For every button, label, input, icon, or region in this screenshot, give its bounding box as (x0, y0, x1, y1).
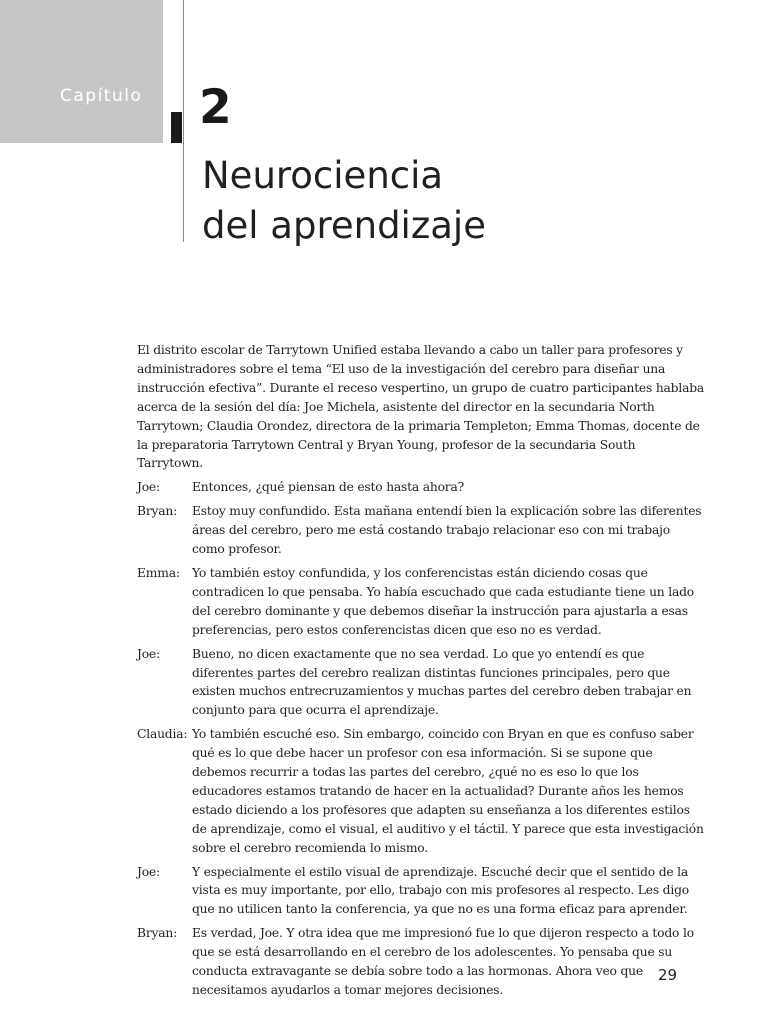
dialogue-entry (137, 863, 705, 920)
dialogue-entry (137, 924, 705, 1000)
dialogue-entry (137, 725, 705, 857)
speaker-name: Joe: (137, 646, 160, 661)
chapter-title-line: del aprendizaje (202, 204, 486, 247)
dialogue-text: Yo también escuché eso. Sin embargo, coincido con Bryan en que es confuso saber qué es lo que debe hacer un profesor con esa información. Si se supone que debemos recurrir a todas las partes del cerebro, ¿qué no es eso lo que los educadores estamos tratando de hacer en la actualidad? Durante años les hemos estado diciendo a los profesores que adapten su enseñanza a los diferentes estilos de aprendizaje, como el visual, el auditivo y el táctil. Y parece que esta investigación sobre el cerebro recomienda lo mismo. (192, 727, 704, 855)
speaker-name: Claudia: (137, 727, 188, 742)
dialogue-entry (137, 502, 705, 559)
speaker-name: Joe: (137, 480, 160, 495)
speaker-name: Joe: (137, 864, 160, 879)
chapter-banner (0, 0, 163, 143)
speaker-name: Bryan: (137, 926, 178, 941)
dialogue-text: Estoy muy confundido. Esta mañana entendí bien la explicación sobre las diferentes áreas del cerebro, pero me está costando trabajo relacionar eso con mi trabajo como profesor. (192, 504, 702, 557)
speaker-name: Emma: (137, 565, 180, 580)
dialogue-text: Es verdad, Joe. Y otra idea que me impresionó fue lo que dijeron respecto a todo lo que se está desarrollando en el cerebro de los adolescentes. Yo pensaba que su conducta extravagante se debía sobre todo a las hormonas. Ahora veo que necesitamos ayudarlos a tomar mejores decisiones. (192, 926, 694, 997)
dialogue-entry (137, 564, 705, 640)
dialogue-entry (137, 478, 705, 497)
dialogue-entry (137, 645, 705, 721)
chapter-marker-bar (171, 112, 182, 143)
speaker-name: Bryan: (137, 504, 178, 519)
dialogue-text: Y especialmente el estilo visual de aprendizaje. Escuché decir que el sentido de la vista es muy importante, por ello, trabajo con mis profesores al respecto. Les digo que no utilicen tanto la conferencia, ya que no es una forma eficaz para aprender. (192, 864, 689, 917)
chapter-title (202, 151, 486, 251)
dialogue-text: Entonces, ¿qué piensan de esto hasta ahora? (192, 480, 464, 495)
chapter-title-line: Neurociencia (202, 154, 444, 197)
intro-paragraph: El distrito escolar de Tarrytown Unified estaba llevando a cabo un taller para profesores y administradores sobre el tema “El uso de la investigación del cerebro para diseñar una instrucción efectiva”. Durante el receso vespertino, un grupo de cuatro participantes hablaba acerca de la sesión del día: Joe Michela, asistente del director en la secundaria North Tarrytown; Claudia Orondez, directora de la primaria Templeton; Emma Thomas, docente de la preparatoria Tarrytown Central y Bryan Young, profesor de la secundaria South Tarrytown. (137, 343, 705, 471)
vertical-divider (183, 0, 184, 242)
chapter-label: Capítulo (60, 86, 143, 106)
dialogue-text: Yo también estoy confundida, y los conferencistas están diciendo cosas que contradicen lo que pensaba. Yo había escuchado que cada estudiante tiene un lado del cerebro dominante y que debemos diseñar la instrucción para ajustarla a esas preferencias, pero estos conferencistas dicen que eso no es verdad. (192, 565, 694, 637)
page-number: 29 (658, 966, 678, 984)
chapter-number: 2 (199, 80, 232, 135)
chapter-body (137, 341, 705, 1005)
dialogue-text: Bueno, no dicen exactamente que no sea verdad. Lo que yo entendí es que diferentes partes del cerebro realizan distintas funciones principales, pero que existen muchos entrecruzamientos y muchas partes del cerebro deben trabajar en conjunto para que ocurra el aprendizaje. (192, 646, 692, 718)
dialogue (137, 478, 705, 1000)
